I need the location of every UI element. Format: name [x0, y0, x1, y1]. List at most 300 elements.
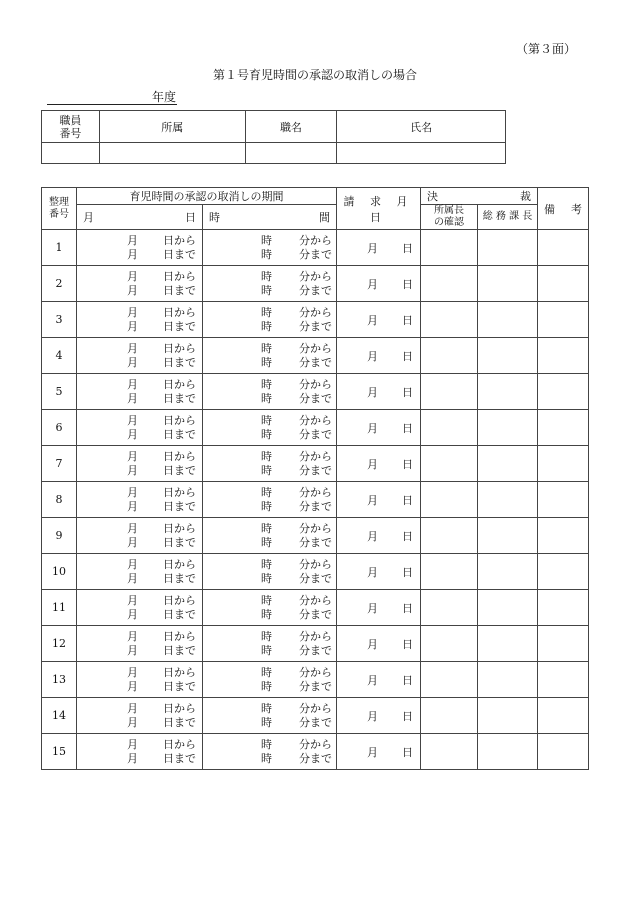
employee-id-header-line2: 番号	[59, 126, 82, 140]
table-row	[42, 734, 589, 770]
request-date-cell[interactable]	[337, 446, 421, 482]
date-range-cell[interactable]	[77, 662, 203, 698]
minute-until-label: 分まで	[299, 679, 332, 693]
table-row	[42, 266, 589, 302]
time-range-cell[interactable]	[203, 410, 337, 446]
day-from-label: 日から	[163, 665, 196, 679]
hour-label: 時	[261, 355, 272, 369]
row-number-text: 9	[55, 529, 63, 542]
request-date-cell[interactable]	[337, 302, 421, 338]
minute-until-label: 分まで	[299, 643, 332, 657]
month-label: 月	[127, 449, 138, 463]
day-from-label: 日から	[163, 449, 196, 463]
minute-until-label: 分まで	[299, 391, 332, 405]
seq-header-line2: 番号	[49, 208, 69, 220]
minute-until-label: 分まで	[299, 571, 332, 585]
hour-label: 時	[261, 557, 272, 571]
month-label: 月	[127, 629, 138, 643]
request-day-label: 日	[402, 385, 413, 399]
minute-until-label: 分まで	[299, 427, 332, 441]
day-until-label: 日まで	[163, 715, 196, 729]
request-date-cell[interactable]	[337, 374, 421, 410]
day-from-label: 日から	[163, 629, 196, 643]
remarks-cell[interactable]	[538, 374, 589, 410]
department-head-confirm-cell[interactable]	[421, 482, 478, 518]
month-label: 月	[127, 283, 138, 297]
remarks-cell[interactable]	[538, 302, 589, 338]
date-range-cell[interactable]	[77, 734, 203, 770]
request-month-label: 月	[367, 421, 378, 435]
remarks-cell[interactable]	[538, 446, 589, 482]
date-range-cell[interactable]	[77, 302, 203, 338]
month-label: 月	[127, 701, 138, 715]
month-label: 月	[127, 557, 138, 571]
table-row	[42, 518, 589, 554]
date-range-cell[interactable]	[77, 626, 203, 662]
minute-until-label: 分まで	[299, 247, 332, 261]
request-day-label: 日	[402, 709, 413, 723]
general-affairs-manager-cell[interactable]	[478, 626, 538, 662]
month-label: 月	[127, 593, 138, 607]
request-date-cell[interactable]	[337, 338, 421, 374]
request-date-cell[interactable]	[337, 266, 421, 302]
request-day-label: 日	[402, 673, 413, 687]
request-month-label: 月	[367, 709, 378, 723]
row-number-text: 6	[55, 421, 63, 434]
table-row	[42, 662, 589, 698]
remarks-cell[interactable]	[538, 482, 589, 518]
hour-label: 時	[261, 629, 272, 643]
hour-label: 時	[261, 463, 272, 477]
table-row	[42, 230, 589, 266]
day-from-label: 日から	[163, 233, 196, 247]
minute-from-label: 分から	[299, 305, 332, 319]
request-date-cell[interactable]	[337, 482, 421, 518]
request-date-cell[interactable]	[337, 698, 421, 734]
hour-label: 時	[261, 593, 272, 607]
request-month-label: 月	[367, 385, 378, 399]
hour-label: 時	[261, 377, 272, 391]
general-affairs-manager-cell[interactable]	[478, 302, 538, 338]
time-range-cell[interactable]	[203, 518, 337, 554]
row-number-text: 14	[52, 709, 66, 722]
date-range-cell[interactable]	[77, 554, 203, 590]
day-from-label: 日から	[163, 377, 196, 391]
date-range-cell[interactable]	[77, 374, 203, 410]
time-range-cell[interactable]	[203, 626, 337, 662]
day-from-label: 日から	[163, 341, 196, 355]
hour-label: 時	[261, 679, 272, 693]
day-until-label: 日まで	[163, 679, 196, 693]
time-range-cell[interactable]	[203, 338, 337, 374]
day-from-label: 日から	[163, 593, 196, 607]
position-field[interactable]	[245, 143, 337, 164]
hour-label: 時	[261, 305, 272, 319]
table-row	[42, 446, 589, 482]
day-until-label: 日まで	[163, 643, 196, 657]
month-label: 月	[127, 391, 138, 405]
minute-from-label: 分から	[299, 485, 332, 499]
day-until-label: 日まで	[163, 607, 196, 621]
period-header: 育児時間の承認の取消しの期間	[77, 188, 337, 205]
request-month-label: 月	[367, 349, 378, 363]
request-day-label: 日	[402, 601, 413, 615]
date-range-cell[interactable]	[77, 446, 203, 482]
time-range-cell[interactable]	[203, 734, 337, 770]
request-day-label: 日	[402, 745, 413, 759]
minute-until-label: 分まで	[299, 283, 332, 297]
table-row	[42, 374, 589, 410]
request-month-label: 月	[367, 313, 378, 327]
general-affairs-manager-cell[interactable]	[478, 554, 538, 590]
month-subheader: 月	[83, 211, 94, 224]
row-number-text: 15	[52, 745, 66, 758]
decision-header	[421, 188, 538, 205]
row-number-text: 2	[55, 277, 63, 290]
request-date-cell[interactable]	[337, 554, 421, 590]
day-until-label: 日まで	[163, 355, 196, 369]
general-affairs-manager-cell[interactable]	[478, 518, 538, 554]
minute-from-label: 分から	[299, 449, 332, 463]
seq-header	[42, 188, 77, 230]
time-range-cell[interactable]	[203, 590, 337, 626]
request-date-header	[337, 188, 421, 230]
request-day-label: 日	[402, 565, 413, 579]
remarks-cell[interactable]	[538, 230, 589, 266]
row-number	[42, 626, 77, 662]
hour-label: 時	[261, 247, 272, 261]
month-label: 月	[127, 413, 138, 427]
remarks-header-right: 考	[571, 202, 582, 216]
table-row	[42, 698, 589, 734]
day-until-label: 日まで	[163, 283, 196, 297]
date-subheader	[77, 205, 203, 230]
month-label: 月	[127, 269, 138, 283]
request-date-cell[interactable]	[337, 590, 421, 626]
row-number-text: 3	[55, 313, 63, 326]
minute-from-label: 分から	[299, 593, 332, 607]
department-field[interactable]	[99, 143, 245, 164]
general-affairs-manager-cell[interactable]	[478, 338, 538, 374]
remarks-cell[interactable]	[538, 734, 589, 770]
request-date-cell[interactable]	[337, 734, 421, 770]
row-number-text: 12	[52, 637, 66, 650]
department-head-confirm-header	[421, 205, 478, 230]
day-until-label: 日まで	[163, 247, 196, 261]
minute-until-label: 分まで	[299, 319, 332, 333]
hour-label: 時	[261, 535, 272, 549]
request-date-cell[interactable]	[337, 230, 421, 266]
remarks-cell[interactable]	[538, 662, 589, 698]
hour-label: 時	[261, 283, 272, 297]
row-number	[42, 266, 77, 302]
hour-label: 時	[261, 341, 272, 355]
table-row	[42, 338, 589, 374]
table-row	[42, 626, 589, 662]
time-range-cell[interactable]	[203, 482, 337, 518]
request-month-label: 月	[367, 529, 378, 543]
row-number	[42, 410, 77, 446]
minute-from-label: 分から	[299, 233, 332, 247]
date-range-cell[interactable]	[77, 266, 203, 302]
hour-label: 時	[261, 499, 272, 513]
month-label: 月	[127, 341, 138, 355]
date-range-cell[interactable]	[77, 410, 203, 446]
minute-until-label: 分まで	[299, 607, 332, 621]
remarks-cell[interactable]	[538, 338, 589, 374]
hour-label: 時	[261, 391, 272, 405]
year-label: 年度	[152, 90, 177, 104]
row-number-text: 11	[52, 601, 66, 614]
remarks-header-left: 備	[544, 202, 555, 216]
decision-header-right: 裁	[520, 190, 531, 203]
department-head-confirm-cell[interactable]	[421, 230, 478, 266]
day-from-label: 日から	[163, 737, 196, 751]
request-month-label: 月	[367, 493, 378, 507]
name-field[interactable]	[337, 143, 506, 164]
day-from-label: 日から	[163, 557, 196, 571]
hour-label: 時	[261, 737, 272, 751]
month-label: 月	[127, 305, 138, 319]
request-month-label: 月	[367, 457, 378, 471]
minute-from-label: 分から	[299, 701, 332, 715]
hour-label: 時	[261, 607, 272, 621]
time-range-cell[interactable]	[203, 374, 337, 410]
department-head-confirm-cell[interactable]	[421, 734, 478, 770]
general-affairs-manager-cell[interactable]	[478, 446, 538, 482]
confirm-header-line2: の確認	[434, 217, 464, 228]
hour-label: 時	[261, 413, 272, 427]
general-affairs-manager-cell[interactable]	[478, 410, 538, 446]
day-from-label: 日から	[163, 305, 196, 319]
date-range-cell[interactable]	[77, 698, 203, 734]
month-label: 月	[127, 377, 138, 391]
request-month-label: 月	[367, 601, 378, 615]
request-month-label: 月	[367, 745, 378, 759]
day-subheader: 日	[185, 211, 196, 224]
seq-header-line1: 整理	[49, 196, 69, 208]
month-label: 月	[127, 535, 138, 549]
hour-label: 時	[261, 751, 272, 765]
row-number-text: 4	[55, 349, 63, 362]
department-head-confirm-cell[interactable]	[421, 338, 478, 374]
month-label: 月	[127, 233, 138, 247]
request-day-label: 日	[402, 277, 413, 291]
day-from-label: 日から	[163, 413, 196, 427]
month-label: 月	[127, 319, 138, 333]
row-number-text: 1	[55, 241, 63, 254]
row-number	[42, 554, 77, 590]
position-header: 職名	[245, 111, 337, 143]
minute-from-label: 分から	[299, 521, 332, 535]
month-label: 月	[127, 463, 138, 477]
day-until-label: 日まで	[163, 427, 196, 441]
table-row	[42, 410, 589, 446]
hour-label: 時	[261, 571, 272, 585]
month-label: 月	[127, 485, 138, 499]
time-subheader	[203, 205, 337, 230]
hour-label: 時	[261, 449, 272, 463]
row-number-text: 8	[55, 493, 63, 506]
department-head-confirm-cell[interactable]	[421, 266, 478, 302]
document-title: 第１号育児時間の承認の取消しの場合	[212, 68, 417, 82]
date-range-cell[interactable]	[77, 230, 203, 266]
department-head-confirm-cell[interactable]	[421, 518, 478, 554]
row-number-text: 5	[55, 385, 63, 398]
time-range-cell[interactable]	[203, 302, 337, 338]
hour-label: 時	[261, 643, 272, 657]
department-head-confirm-cell[interactable]	[421, 410, 478, 446]
minute-until-label: 分まで	[299, 715, 332, 729]
minute-until-label: 分まで	[299, 463, 332, 477]
time-range-cell[interactable]	[203, 266, 337, 302]
time-range-cell[interactable]	[203, 446, 337, 482]
day-until-label: 日まで	[163, 751, 196, 765]
time-range-cell[interactable]	[203, 554, 337, 590]
date-range-cell[interactable]	[77, 482, 203, 518]
minute-from-label: 分から	[299, 377, 332, 391]
time-range-cell[interactable]	[203, 698, 337, 734]
day-until-label: 日まで	[163, 535, 196, 549]
department-head-confirm-cell[interactable]	[421, 626, 478, 662]
row-number	[42, 302, 77, 338]
remarks-cell[interactable]	[538, 626, 589, 662]
minute-from-label: 分から	[299, 341, 332, 355]
day-from-label: 日から	[163, 269, 196, 283]
minute-from-label: 分から	[299, 557, 332, 571]
day-until-label: 日まで	[163, 319, 196, 333]
row-number	[42, 590, 77, 626]
table-row	[42, 302, 589, 338]
month-label: 月	[127, 643, 138, 657]
hour-label: 時	[261, 319, 272, 333]
general-affairs-manager-header: 総 務 課 長	[478, 205, 538, 230]
month-label: 月	[127, 607, 138, 621]
day-from-label: 日から	[163, 485, 196, 499]
request-date-header-text: 請 求 月 日	[343, 194, 414, 224]
general-affairs-manager-cell[interactable]	[478, 482, 538, 518]
decision-header-left: 決	[427, 190, 438, 203]
employee-id-field[interactable]	[42, 143, 100, 164]
minute-from-label: 分から	[299, 665, 332, 679]
month-label: 月	[127, 665, 138, 679]
hour-label: 時	[261, 701, 272, 715]
row-number	[42, 734, 77, 770]
request-day-label: 日	[402, 241, 413, 255]
row-number	[42, 230, 77, 266]
request-month-label: 月	[367, 241, 378, 255]
confirm-header-line1: 所属長	[434, 205, 464, 216]
table-row	[42, 590, 589, 626]
row-number	[42, 518, 77, 554]
minute-until-label: 分まで	[299, 535, 332, 549]
request-day-label: 日	[402, 421, 413, 435]
department-head-confirm-cell[interactable]	[421, 554, 478, 590]
minute-from-label: 分から	[299, 413, 332, 427]
employee-id-header-line1: 職員	[59, 113, 82, 127]
row-number-text: 7	[55, 457, 63, 470]
hour-label: 時	[261, 233, 272, 247]
row-number	[42, 482, 77, 518]
cancellation-period-table	[41, 187, 589, 770]
row-number	[42, 338, 77, 374]
hour-label: 時	[261, 269, 272, 283]
table-row	[42, 554, 589, 590]
hour-label: 時	[261, 427, 272, 441]
remarks-cell[interactable]	[538, 554, 589, 590]
request-month-label: 月	[367, 565, 378, 579]
general-affairs-manager-cell[interactable]	[478, 266, 538, 302]
department-head-confirm-cell[interactable]	[421, 374, 478, 410]
hour-subheader: 時	[209, 211, 220, 224]
request-date-cell[interactable]	[337, 518, 421, 554]
remarks-cell[interactable]	[538, 698, 589, 734]
general-affairs-manager-cell[interactable]	[478, 662, 538, 698]
date-range-cell[interactable]	[77, 518, 203, 554]
row-number-text: 13	[52, 673, 66, 686]
remarks-cell[interactable]	[538, 410, 589, 446]
request-date-cell[interactable]	[337, 410, 421, 446]
row-number-text: 10	[52, 565, 66, 578]
minute-from-label: 分から	[299, 737, 332, 751]
department-head-confirm-cell[interactable]	[421, 446, 478, 482]
remarks-cell[interactable]	[538, 590, 589, 626]
remarks-cell[interactable]	[538, 518, 589, 554]
day-until-label: 日まで	[163, 571, 196, 585]
request-day-label: 日	[402, 637, 413, 651]
request-day-label: 日	[402, 349, 413, 363]
month-label: 月	[127, 499, 138, 513]
month-label: 月	[127, 751, 138, 765]
department-head-confirm-cell[interactable]	[421, 662, 478, 698]
department-head-confirm-cell[interactable]	[421, 698, 478, 734]
month-label: 月	[127, 355, 138, 369]
month-label: 月	[127, 679, 138, 693]
time-range-cell[interactable]	[203, 662, 337, 698]
day-until-label: 日まで	[163, 391, 196, 405]
department-head-confirm-cell[interactable]	[421, 302, 478, 338]
hour-label: 時	[261, 715, 272, 729]
date-range-cell[interactable]	[77, 338, 203, 374]
minute-from-label: 分から	[299, 629, 332, 643]
request-date-cell[interactable]	[337, 662, 421, 698]
time-range-cell[interactable]	[203, 230, 337, 266]
month-label: 月	[127, 247, 138, 261]
page-label: （第３面）	[515, 42, 576, 56]
month-label: 月	[127, 571, 138, 585]
month-label: 月	[127, 715, 138, 729]
hour-label: 時	[261, 485, 272, 499]
general-affairs-manager-cell[interactable]	[478, 590, 538, 626]
department-header: 所属	[99, 111, 245, 143]
department-head-confirm-cell[interactable]	[421, 590, 478, 626]
employee-id-header	[42, 111, 100, 143]
remarks-cell[interactable]	[538, 266, 589, 302]
day-until-label: 日まで	[163, 463, 196, 477]
request-day-label: 日	[402, 313, 413, 327]
general-affairs-manager-cell[interactable]	[478, 230, 538, 266]
general-affairs-manager-cell[interactable]	[478, 698, 538, 734]
date-range-cell[interactable]	[77, 590, 203, 626]
request-day-label: 日	[402, 529, 413, 543]
hour-label: 時	[261, 665, 272, 679]
day-from-label: 日から	[163, 701, 196, 715]
general-affairs-manager-cell[interactable]	[478, 734, 538, 770]
row-number	[42, 446, 77, 482]
request-date-cell[interactable]	[337, 626, 421, 662]
month-label: 月	[127, 737, 138, 751]
general-affairs-manager-cell[interactable]	[478, 374, 538, 410]
